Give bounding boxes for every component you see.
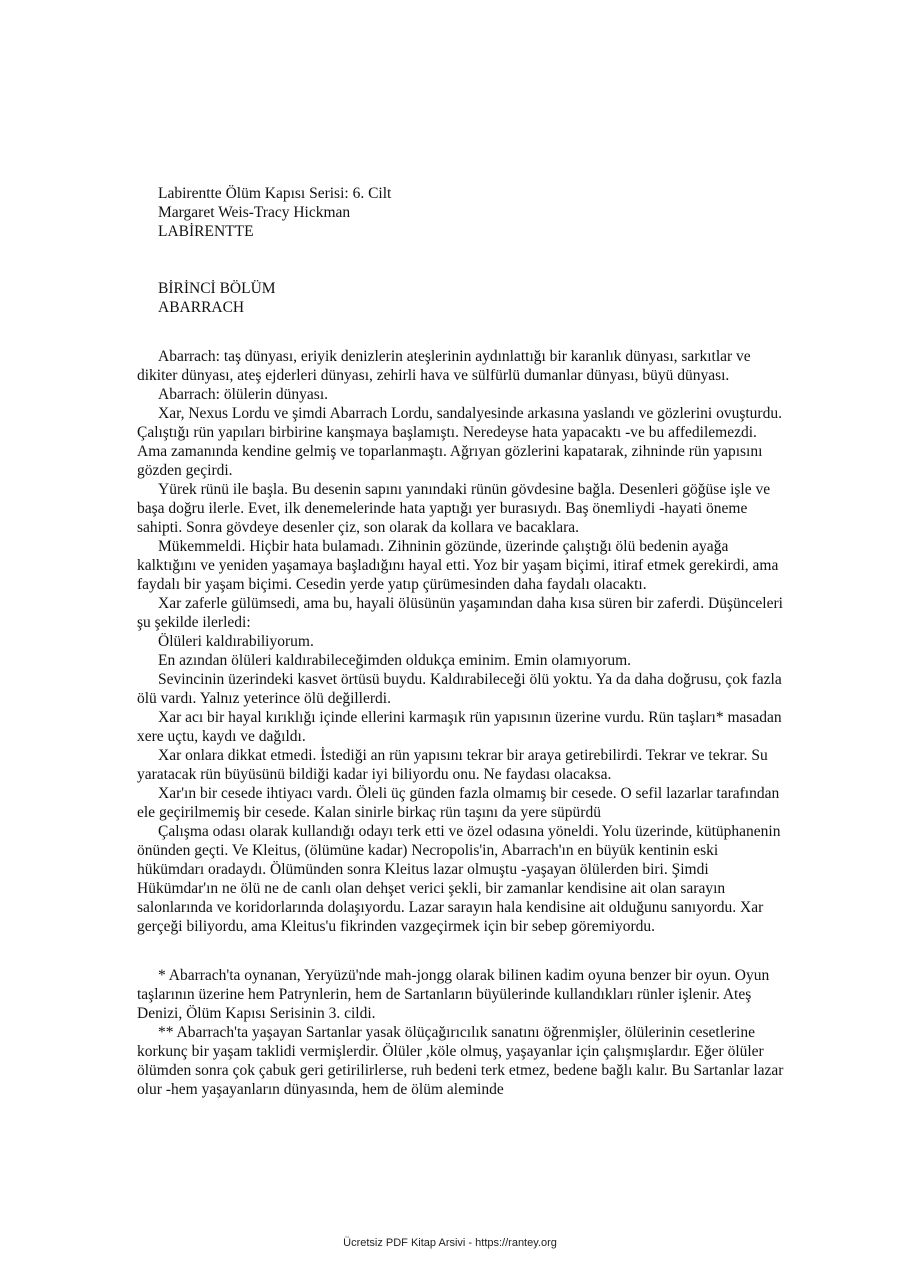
chapter-body (137, 347, 787, 936)
spacer (137, 936, 787, 966)
paragraph: Xar zaferle gülümsedi, ama bu, hayali ölüsünün yaşamından daha kısa süren bir zaferdi. Düşünceleri şu şekilde ilerledi: (137, 595, 783, 631)
paragraph: Xar acı bir hayal kırıklığı içinde ellerini karmaşık rün yapısının üzerine vurdu. Rün taşları* masadan xere uçtu, kaydı ve dağıldı. (137, 709, 782, 745)
series-title: Labirentte Ölüm Kapısı Serisi: 6. Cilt (158, 185, 392, 202)
spacer (137, 241, 787, 279)
book-title: LABİRENTTE (158, 223, 254, 240)
paragraph: Çalışma odası olarak kullandığı odayı terk etti ve özel odasına yöneldi. Yolu üzerinde, kütüphanenin önünden geçti. Ve Kleitus, (ölümüne kadar) Necropolis'in, Abarrach'ın en büyük kentinin eski hükümdarı oradaydı. Ölümünden sonra Kleitus lazar olmuştu -yaşayan ölülerden biri. Şimdi Hükümdar'ın ne ölü ne de canlı olan dehşet verici şekli, bir zamanlar kendisine ait olan sarayın salonlarında ve koridorlarında dolaşıyordu. Lazar sarayın hala kendisine ait olduğunu sanıyordu. Xar gerçeği biliyordu, ama Kleitus'u fikrinden vazgeçirmek için bir sebep göremiyordu. (137, 823, 781, 935)
paragraph: Xar onlara dikkat etmedi. İstediği an rün yapısını tekrar bir araya getirebilirdi. Tekrar ve tekrar. Su yaratacak rün büyüsünü bildiği kadar iyi biliyordu onu. Ne faydası olacaksa. (137, 747, 768, 783)
paragraph: Sevincinin üzerindeki kasvet örtüsü buydu. Kaldırabileceği ölü yoktu. Ya da daha doğrusu, çok fazla ölü vardı. Yalnız yeterince ölü değillerdi. (137, 671, 782, 707)
footnote: ** Abarrach'ta yaşayan Sartanlar yasak ölüçağırıcılık sanatını öğrenmişler, ölülerinin cesetlerine korkunç bir yaşam taklidi vermişlerdir. Ölüler ,köle olmuş, yaşayanlar için çalışmışlardır. Eğer ölüler ölümden sonra çok çabuk geri getirilirlerse, ruh bedeni terk etmez, bedene bağlı kalır. Bu Sartanlar lazar olur -hem yaşayanların dünyasında, hem de ölüm aleminde (137, 1024, 784, 1098)
paragraph: Abarrach: ölülerin dünyası. (158, 386, 329, 403)
paragraph: Mükemmeldi. Hiçbir hata bulamadı. Zihninin gözünde, üzerinde çalıştığı ölü bedenin ayağa kalktığını ve yeniden yaşamaya başladığını hayal etti. Yoz bir yaşam biçimi, itiraf etmek gerekirdi, ama faydalı bir yaşam biçimi. Cesedin yerde yatıp çürümesinden daha faydalı olacaktı. (137, 538, 779, 593)
document-page (137, 184, 787, 1099)
spacer (137, 317, 787, 347)
page-footer: Ücretsiz PDF Kitap Arsivi - https://rantey.org (343, 1237, 557, 1249)
paragraph: Xar'ın bir cesede ihtiyacı vardı. Öleli üç günden fazla olmamış bir cesede. O sefil lazarlar tarafından ele geçirilmemiş bir cesede. Kalan sinirle birkaç rün taşını da yere süpürdü (137, 785, 780, 821)
chapter-name: ABARRACH (158, 299, 245, 316)
paragraph: En azından ölüleri kaldırabileceğimden oldukça eminim. Emin olamıyorum. (158, 652, 632, 669)
footnotes (137, 966, 787, 1099)
paragraph: Abarrach: taş dünyası, eriyik denizlerin ateşlerinin aydınlattığı bir karanlık dünyası, sarkıtlar ve dikiter dünyası, ateş ejderleri dünyası, zehirli hava ve sülfürlü dumanlar dünyası, büyü dünyası. (137, 348, 751, 384)
paragraph: Yürek rünü ile başla. Bu desenin sapını yanındaki rünün gövdesine bağla. Desenleri göğüse işle ve başa doğru ilerle. Evet, ilk denemelerinde hata yaptığı yer burasıydı. Baş önemliydi -hayati öneme sahipti. Sonra gövdeye desenler çiz, son olarak da kollara ve bacaklara. (137, 481, 771, 536)
footnote: * Abarrach'ta oynanan, Yeryüzü'nde mah-jongg olarak bilinen kadim oyuna benzer bir oyun. Oyun taşlarının üzerine hem Patrynlerin, hem de Sartanların büyülerinde kullandıkları rünler işlenir. Ateş Denizi, Ölüm Kapısı Serisinin 3. cildi. (137, 967, 770, 1022)
chapter-number: BİRİNCİ BÖLÜM (158, 280, 276, 297)
paragraph: Xar, Nexus Lordu ve şimdi Abarrach Lordu, sandalyesinde arkasına yaslandı ve gözlerini ovuşturdu. Çalıştığı rün yapıları birbirine kanşmaya başlamıştı. Neredeyse hata yapacaktı -ve bu affedilemezdi. Ama zamanında kendine gelmiş ve toparlanmaştı. Ağrıyan gözlerini kapatarak, zihninde rün yapısını gözden geçirdi. (137, 405, 782, 479)
author-names: Margaret Weis-Tracy Hickman (158, 204, 351, 221)
paragraph: Ölüleri kaldırabiliyorum. (158, 633, 314, 650)
